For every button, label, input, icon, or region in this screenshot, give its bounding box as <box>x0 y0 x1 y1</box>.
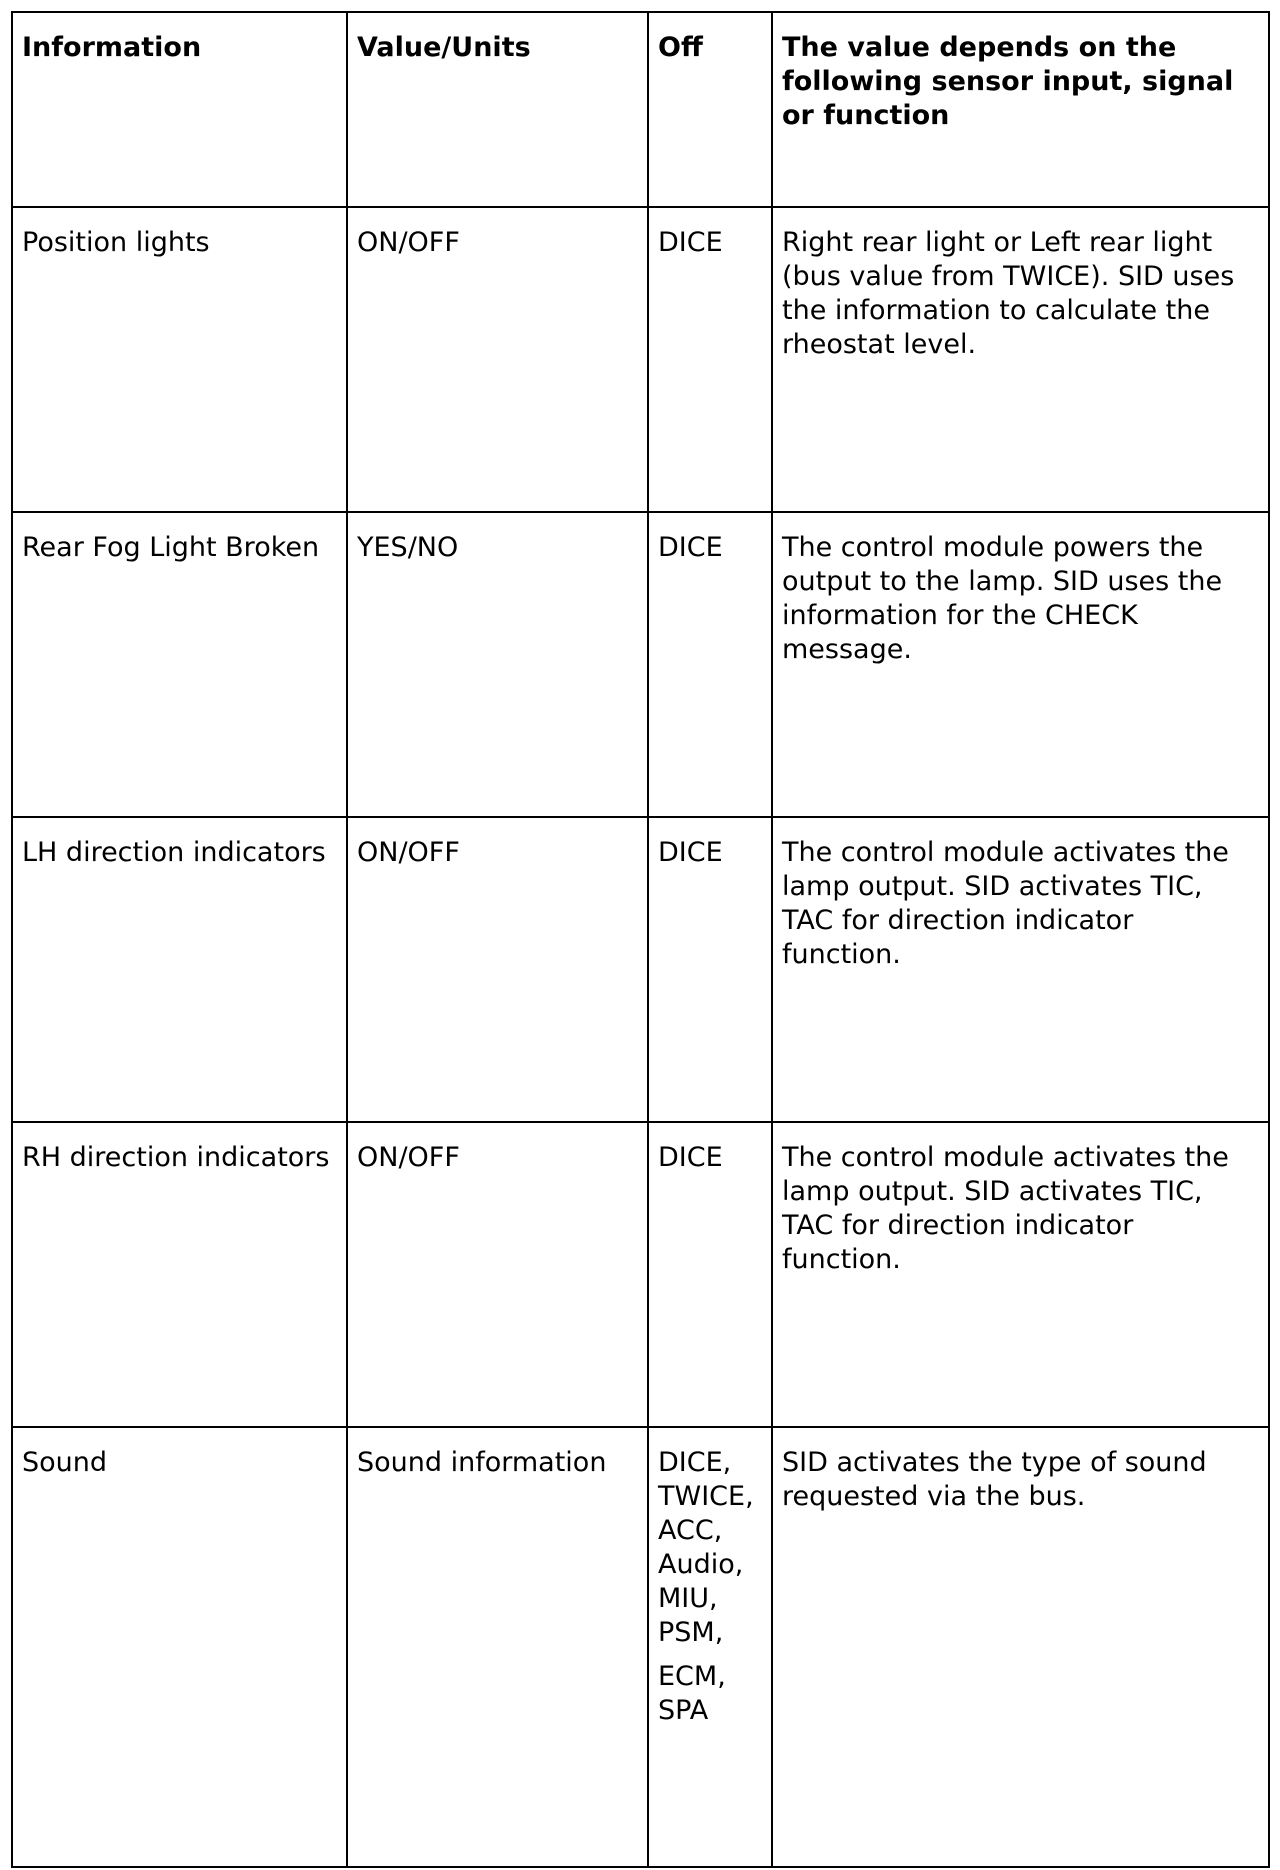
cell-description: Right rear light or Left rear light (bus value from TWICE). SID uses the information to calculate the rheostat level. <box>772 207 1269 512</box>
cell-description: The control module activates the lamp output. SID activates TIC, TAC for direction indicator function. <box>772 817 1269 1122</box>
cell-off <box>648 1427 772 1867</box>
header-row <box>12 12 1269 207</box>
off-item: Audio, <box>658 1549 744 1580</box>
table-row <box>12 512 1269 817</box>
off-item: ECM, <box>658 1661 726 1692</box>
table-row <box>12 207 1269 512</box>
table-row <box>12 1122 1269 1427</box>
cell-value-units: YES/NO <box>347 512 648 817</box>
cell-off <box>648 817 772 1122</box>
off-item: TWICE, <box>658 1481 754 1512</box>
cell-off <box>648 512 772 817</box>
cell-information: Sound <box>12 1427 347 1867</box>
off-item: DICE <box>658 837 723 868</box>
off-item: DICE <box>658 227 723 258</box>
cell-off <box>648 207 772 512</box>
cell-value-units: ON/OFF <box>347 207 648 512</box>
header-description: The value depends on the following sensor input, signal or function <box>772 12 1269 207</box>
cell-description: The control module powers the output to the lamp. SID uses the information for the CHECK message. <box>772 512 1269 817</box>
header-information: Information <box>12 12 347 207</box>
table-row <box>12 1427 1269 1867</box>
cell-information: Position lights <box>12 207 347 512</box>
cell-value-units: Sound information <box>347 1427 648 1867</box>
info-table <box>11 11 1270 1868</box>
cell-information: LH direction indicators <box>12 817 347 1122</box>
cell-description: The control module activates the lamp output. SID activates TIC, TAC for direction indicator function. <box>772 1122 1269 1427</box>
off-item: PSM, <box>658 1617 724 1648</box>
cell-information: Rear Fog Light Broken <box>12 512 347 817</box>
off-item: MIU, <box>658 1583 718 1614</box>
header-off: Off <box>648 12 772 207</box>
off-item: DICE, <box>658 1447 732 1478</box>
table-row <box>12 817 1269 1122</box>
off-item: ACC, <box>658 1515 723 1546</box>
cell-off <box>648 1122 772 1427</box>
off-item: SPA <box>658 1695 709 1726</box>
off-item: DICE <box>658 1142 723 1173</box>
off-item: DICE <box>658 532 723 563</box>
cell-information: RH direction indicators <box>12 1122 347 1427</box>
cell-description: SID activates the type of sound requested via the bus. <box>772 1427 1269 1867</box>
cell-value-units: ON/OFF <box>347 1122 648 1427</box>
cell-value-units: ON/OFF <box>347 817 648 1122</box>
header-value-units: Value/Units <box>347 12 648 207</box>
